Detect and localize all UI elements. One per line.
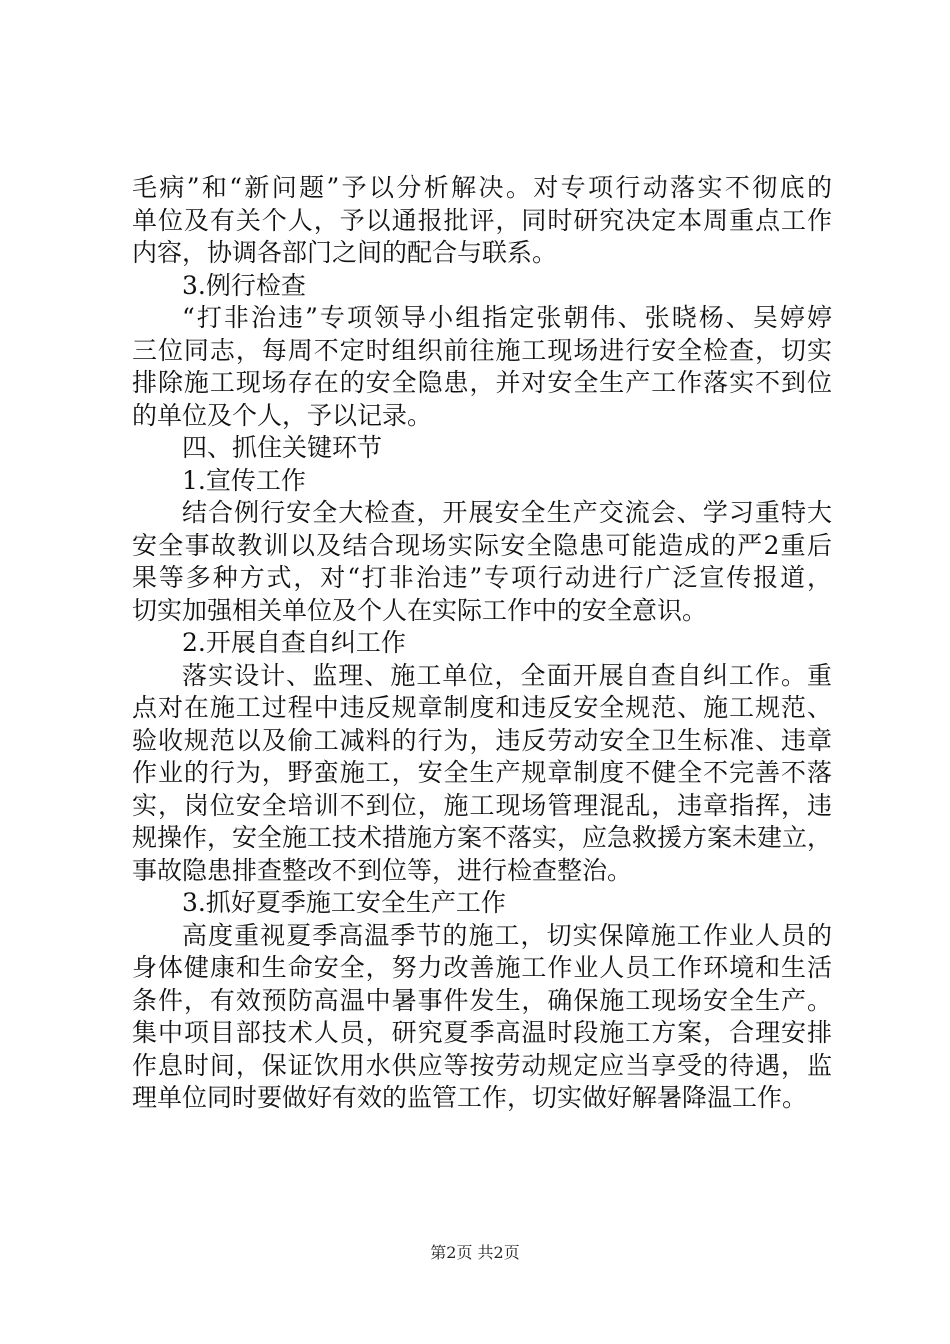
text-line: 规操作，安全施工技术措施方案不落实，应急救援方案未建立， <box>132 823 833 852</box>
heading-text: 1.宣传工作 <box>182 465 306 495</box>
heading-text: 四、抓住关键环节 <box>182 433 383 462</box>
text-line: 条件，有效预防高温中暑事件发生，确保施工现场安全生产。 <box>132 985 832 1015</box>
text-line: 切实加强相关单位及个人在实际工作中的安全意识。 <box>132 595 708 625</box>
text-line: 事故隐患排查整改不到位等，进行检查整治。 <box>132 855 633 885</box>
page-number-footer: 第2页 共2页 <box>430 1243 520 1262</box>
text-line: 验收规范以及偷工减料的行为，违反劳动安全卫生标准、违章 <box>132 725 832 755</box>
text-line: 高度重视夏季高温季节的施工，切实保障施工作业人员的 <box>182 920 832 950</box>
text-line: 排除施工现场存在的安全隐患，并对安全生产工作落实不到位 <box>132 368 832 397</box>
text-line: 内容，协调各部门之间的配合与联系。 <box>132 238 558 267</box>
heading-text: 3.例行检查 <box>182 270 306 300</box>
heading-self-check <box>132 627 832 660</box>
text-line: 结合例行安全大检查，开展安全生产交流会、学习重特大 <box>182 498 832 527</box>
text-line: 点对在施工过程中违反规章制度和违反安全规范、施工规范、 <box>132 693 832 722</box>
text-line: 落实设计、监理、施工单位，全面开展自查自纠工作。重 <box>182 660 832 690</box>
heading-routine-inspection <box>132 270 832 303</box>
text-line: 身体健康和生命安全，努力改善施工作业人员工作环境和生活 <box>132 953 832 982</box>
text-line: “打非治违”专项领导小组指定张朝伟、张晓杨、吴婷婷 <box>182 303 832 332</box>
heading-text: 2.开展自查自纠工作 <box>182 628 406 657</box>
text-line: 作业的行为，野蛮施工，安全生产规章制度不健全不完善不落 <box>132 758 832 787</box>
text-line: 三位同志，每周不定时组织前往施工现场进行安全检查，切实 <box>132 335 832 365</box>
text-line: 作息时间，保证饮用水供应等按劳动规定应当享受的待遇，监 <box>132 1050 832 1080</box>
paragraph-summer-safety <box>132 920 832 1115</box>
paragraph-inspection <box>132 302 832 432</box>
text-line: 的单位及个人，予以记录。 <box>132 400 433 430</box>
text-line: 实，岗位安全培训不到位，施工现场管理混乱，违章指挥，违 <box>132 790 832 820</box>
text-line: 单位及有关个人，予以通报批评，同时研究决定本周重点工作 <box>132 205 832 235</box>
text-line: 毛病”和“新问题”予以分析解决。对专项行动落实不彻底的 <box>132 173 832 202</box>
paragraph-self-check <box>132 660 832 888</box>
heading-publicity <box>132 465 832 498</box>
text-line: 理单位同时要做好有效的监管工作，切实做好解暑降温工作。 <box>132 1083 808 1112</box>
heading-key-links <box>132 432 832 465</box>
text-line: 安全事故教训以及结合现场实际安全隐患可能造成的严2重后 <box>132 530 832 560</box>
heading-summer-safety <box>132 887 832 920</box>
text-line: 集中项目部技术人员，研究夏季高温时段施工方案，合理安排 <box>132 1018 832 1047</box>
paragraph-publicity <box>132 497 832 627</box>
paragraph-continuation <box>132 172 832 270</box>
text-line: 果等多种方式，对“打非治违”专项行动进行广泛宣传报道， <box>132 563 832 592</box>
heading-text: 3.抓好夏季施工安全生产工作 <box>182 888 506 917</box>
document-body <box>132 172 832 1115</box>
